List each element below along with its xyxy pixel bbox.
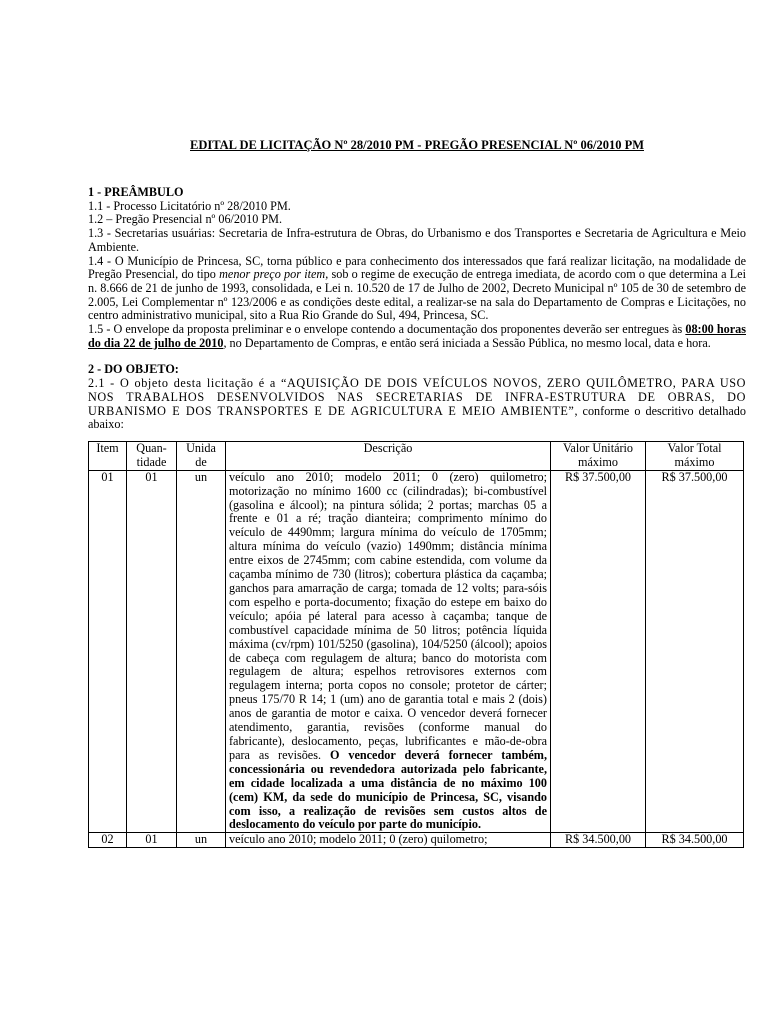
row-1-descricao-text: veículo ano 2010; modelo 2011; 0 (zero) quilometro; motorização no mínimo 1600 cc (cilindradas); bi-combustível (gasolina e álcool); na pintura sólida; 2 portas; marchas 05 a frente e 01 a ré; tração dianteira; comprimento mínimo do veículo de 4490mm; largura mínima do veículo de 1705mm; altura mínima do veículo (vazio) 1490mm; distância mínima entre eixos de 2745mm; com cabine estendida, com volume da caçamba mínimo de 730 (litros); cobertura plástica da caçamba; ganchos para amarração de carga; tomada de 12 volts; para-sóis com espelho e porta-documento; fixação do estepe em baixo do veículo; apóia pé lateral para acesso à caçamba; tanque de combustível capacidade mínima de 50 litros; potência líquida máxima (cv/rpm) 101/5250 (gasolina), 104/5250 (álcool); apoios de cabeça com regulagem de altura; banco do motorista com regulagem de altura; espelhos retrovisores externos com regulagem interna; porta copos no console; protetor de cárter; pneus 175/70 R 14; 1 (um) ano de garantia total e mais 2 (dois) anos de garantia de motor e caixa. O vencedor deverá fornecer atendimento, garantia, revisões (conforme manual do fabricante), deslocamento, peças, lubrificantes e mão-de-obra para as revisões.: [229, 469, 547, 762]
table-header-row: [89, 441, 744, 470]
row-2-descricao: [226, 833, 551, 848]
header-valor-total: Valor Total máximo: [646, 441, 744, 470]
header-valor-unitario: Valor Unitário máximo: [551, 441, 646, 470]
row-2-item: 02: [89, 833, 127, 848]
row-2-valor-unitario: R$ 34.500,00: [551, 833, 646, 848]
paragraph-1-2: 1.2 – Pregão Presencial nº 06/2010 PM.: [88, 212, 283, 227]
header-unidade: Unida de: [177, 441, 226, 470]
row-2-quantidade: 01: [127, 833, 177, 848]
items-table: [88, 441, 744, 848]
paragraph-1-4-italic: menor preço por item,: [219, 267, 329, 282]
row-2-unidade: un: [177, 833, 226, 848]
row-1-item: 01: [89, 470, 127, 833]
row-1-unidade: un: [177, 470, 226, 833]
table-row: [89, 833, 744, 848]
paragraph-1-3: 1.3 - Secretarias usuárias: Secretaria de Infra-estrutura de Obras, do Urbanismo e dos Transportes e Secretaria de Agricultura e Meio Ambiente.: [88, 226, 746, 254]
row-1-quantidade: 01: [127, 470, 177, 833]
header-descricao: Descrição: [226, 441, 551, 470]
paragraph-1-4-text-b: sob o regime de execução de entrega imediata, de acordo com o que determina a Lei n. 8.666 de 21 de junho de 1993, consolidada, e Lei n. 10.520 de 17 de Julho de 2002, Decreto Municipal nº 105 de 30 de setembro de 2.005, Lei Complementar nº 123/2006 e as condições deste edital, a realizar-se na sala do Departamento de Compras e Licitações, no centro administrativo municipal, sito a Rua Rio Grande do Sul, 494, Princesa, SC.: [88, 267, 746, 323]
paragraph-2-1: [88, 377, 746, 432]
paragraph-1-5-text-a: 1.5 - O envelope da proposta preliminar e o envelope contendo a documentação dos proponentes deverão ser entregues às: [88, 322, 686, 337]
header-item: Item: [89, 441, 127, 470]
paragraph-1-5: [88, 323, 746, 350]
paragraph-1-1: 1.1 - Processo Licitatório nº 28/2010 PM.: [88, 198, 291, 213]
section-heading-objeto: 2 - DO OBJETO:: [88, 362, 179, 377]
section-heading-preambulo: 1 - PREÂMBULO: [88, 185, 184, 199]
paragraph-1-5-text-b: , no Departamento de Compras, e então será iniciada a Sessão Pública, no mesmo local, data e hora.: [223, 335, 711, 350]
paragraph-1-4-text-a: 1.4 - O Município de Princesa, SC, torna público e para conhecimento dos interessados que fará realizar licitação, na modalidade de Pregão Presencial, do tipo: [88, 253, 746, 282]
paragraph-1-4: [88, 255, 746, 324]
row-1-valor-unitario: R$ 37.500,00: [551, 470, 646, 833]
row-1-valor-total: R$ 37.500,00: [646, 470, 744, 833]
document-body: [88, 186, 746, 848]
row-2-descricao-text: veículo ano 2010; modelo 2011; 0 (zero) quilometro;: [229, 832, 488, 847]
table-row: [89, 470, 744, 833]
header-quantidade: Quan-tidade: [127, 441, 177, 470]
document-title: EDITAL DE LICITAÇÃO Nº 28/2010 PM - PREGÃO PRESENCIAL Nº 06/2010 PM: [190, 138, 644, 152]
row-2-valor-total: R$ 34.500,00: [646, 833, 744, 848]
row-1-descricao: [226, 470, 551, 833]
paragraph-2-1-suffix: , conforme o descritivo detalhado abaixo:: [88, 403, 746, 432]
paragraph-2-1-object: 2.1 - O objeto desta licitação é a “AQUISIÇÃO DE DOIS VEÍCULOS NOVOS, ZERO QUILÔMETRO, PARA USO NOS TRABALHOS DESENVOLVIDOS NAS SECRETARIAS DE INFRA-ESTRUTURA DE OBRAS, DO URBANISMO E DOS TRANSPORTES E DE AGRICULTURA E MEIO AMBIENTE”: [88, 376, 746, 418]
row-1-descricao-bold: O vencedor deverá fornecer também, concessionária ou revendedora autorizada pelo fabricante, em cidade localizada a uma distância de no máximo 100 (cem) KM, da sede do município de Princesa, SC, visando com isso, a realização de revisões sem custos altos de deslocamento do veículo por parte do município.: [229, 747, 547, 832]
paragraph-1-5-deadline: 08:00 horas do dia 22 de julho de 2010: [88, 322, 746, 350]
